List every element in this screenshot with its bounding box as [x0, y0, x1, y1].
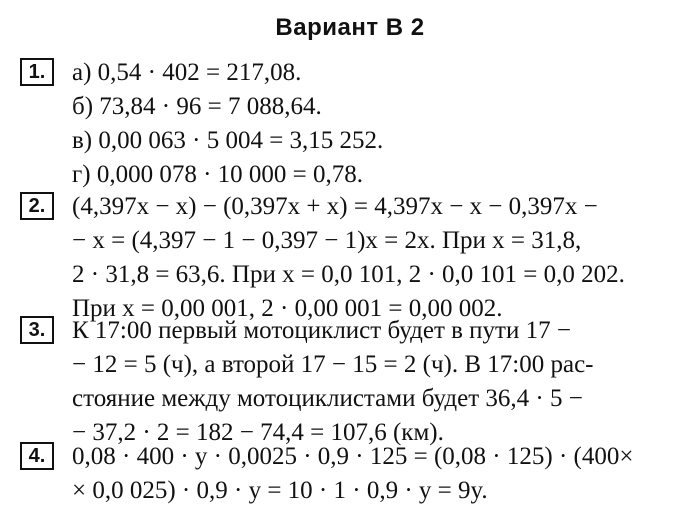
problem-1-line-c: в) 0,00 063 · 5 004 = 3,15 252. [72, 127, 384, 154]
problem-3-line-1: К 17:00 первый мотоциклист будет в пути 17 − [72, 317, 571, 344]
problem-3-line-4: − 37,2 · 2 = 182 − 74,4 = 107,6 (км). [72, 419, 444, 446]
problem-2-line-2: − x = (4,397 − 1 − 0,397 − 1)x = 2x. При x = 31,8, [72, 227, 582, 254]
problem-2-line-3: 2 · 31,8 = 63,6. При x = 0,0 101, 2 · 0,0 101 = 0,0 202. [72, 261, 625, 288]
problem-number-badge: 2. [20, 192, 54, 220]
problem-4-line-1: 0,08 · 400 · y · 0,0025 · 0,9 · 125 = (0,08 · 125) · (400× [72, 443, 634, 470]
problem-number-badge: 3. [20, 316, 54, 344]
problem-1-line-d: г) 0,000 078 · 10 000 = 0,78. [72, 161, 364, 188]
problem-2-line-1: (4,397x − x) − (0,397x + x) = 4,397x − x − 0,397x − [72, 193, 598, 220]
problem-number-badge: 1. [20, 58, 54, 86]
problem-1-line-b: б) 73,84 · 96 = 7 088,64. [72, 93, 322, 120]
problem-3-line-2: − 12 = 5 (ч), а второй 17 − 15 = 2 (ч). В 17:00 рас- [72, 351, 594, 378]
problem-3-line-3: стояние между мотоциклистами будет 36,4 · 5 − [72, 385, 583, 412]
page-title: Вариант В 2 [275, 14, 425, 41]
problem-1-line-a: а) 0,54 · 402 = 217,08. [72, 59, 302, 86]
problem-number-badge: 4. [20, 442, 54, 470]
problem-4-line-2: × 0,0 025) · 0,9 · y = 10 · 1 · 0,9 · y = 9y. [72, 477, 488, 504]
problem-2-line-4: При x = 0,00 001, 2 · 0,00 001 = 0,00 002. [72, 295, 503, 322]
